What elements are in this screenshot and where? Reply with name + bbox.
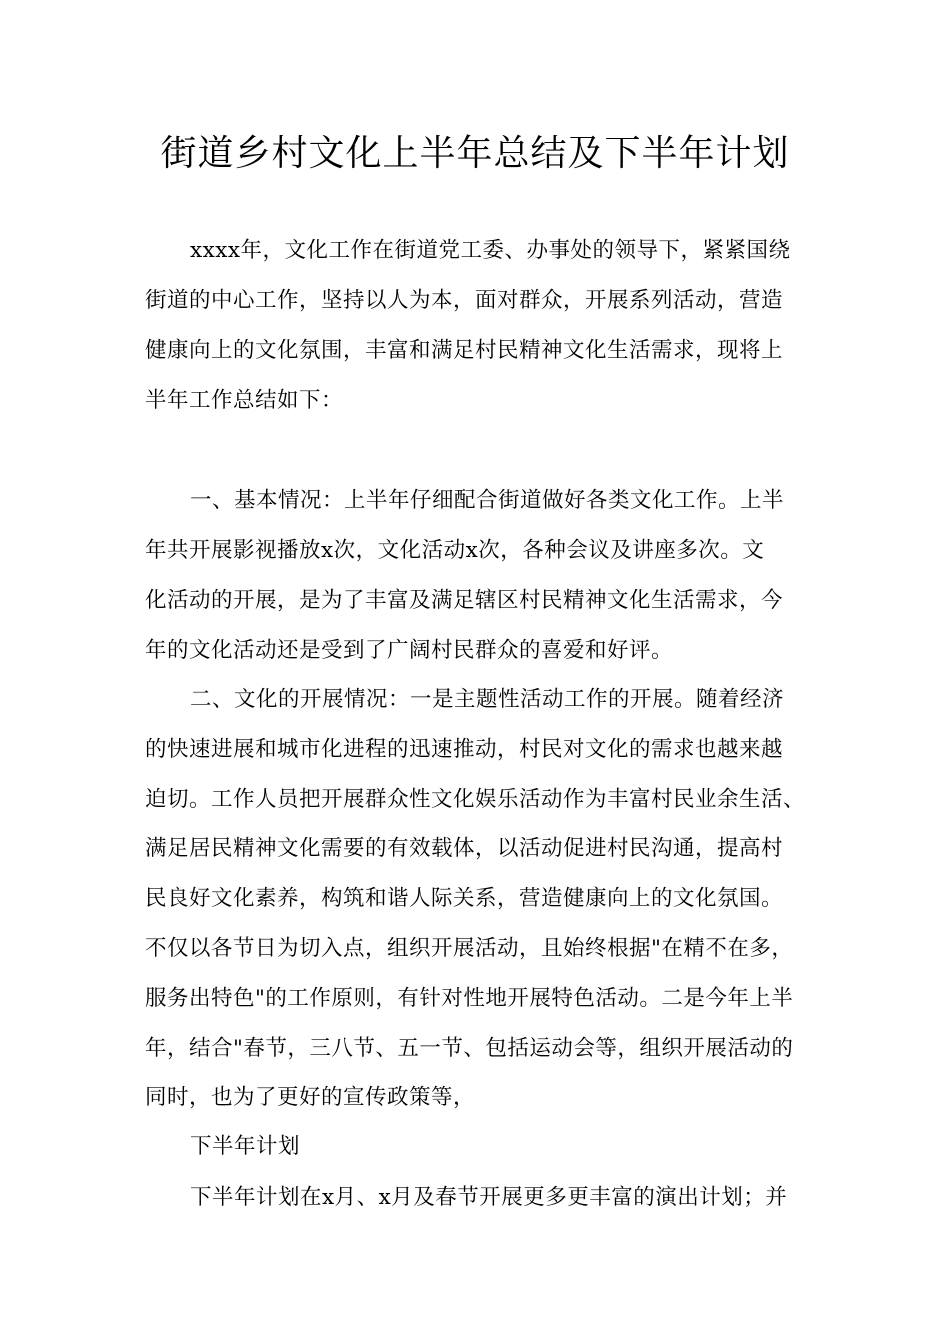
document-title: 街道乡村文化上半年总结及下半年计划 xyxy=(160,133,790,174)
paragraph-line: 满足居民精神文化需要的有效载体，以活动促进村民沟通，提高村 xyxy=(145,836,784,861)
paragraph-line: 健康向上的文化氛围，丰富和满足村民精神文化生活需求，现将上 xyxy=(145,338,784,363)
paragraph-line: 化活动的开展，是为了丰富及满足辖区村民精神文化生活需求，今 xyxy=(145,588,784,613)
paragraph-line: 半年工作总结如下： xyxy=(145,388,344,413)
paragraph-line: 同时，也为了更好的宣传政策等， xyxy=(145,1085,476,1110)
paragraph-line: 年，结合"春节，三八节、五一节、包括运动会等，组织开展活动的 xyxy=(145,1036,794,1061)
paragraph-line: 年共开展影视播放x次，文化活动x次，各种会议及讲座多次。文 xyxy=(145,538,765,563)
paragraph-line: 民良好文化素养，构筑和谐人际关系，营造健康向上的文化氛国。 xyxy=(145,886,784,911)
paragraph-line: 二、文化的开展情况：一是主题性活动工作的开展。随着经济 xyxy=(190,687,785,712)
paragraph-line: 迫切。工作人员把开展群众性文化娱乐活动作为丰富村民业余生活、 xyxy=(145,787,806,812)
paragraph-line: 下半年计划在x月、x月及春节开展更多更丰富的演出计划；并 xyxy=(190,1185,788,1210)
paragraph-line: 服务出特色"的工作原则，有针对性地开展特色活动。二是今年上半 xyxy=(145,986,794,1011)
paragraph-line: xxxx年，文化工作在街道党工委、办事处的领导下，紧紧国绕 xyxy=(190,238,791,263)
paragraph-line: 不仅以各节日为切入点，组织开展活动，且始终根据"在精不在多， xyxy=(145,936,794,961)
section-heading: 下半年计划 xyxy=(190,1134,301,1159)
paragraph-line: 一、基本情况：上半年仔细配合街道做好各类文化工作。上半 xyxy=(190,488,785,513)
paragraph-line: 年的文化活动还是受到了广阔村民群众的喜爱和好评。 xyxy=(145,638,674,663)
paragraph-line: 的快速进展和城市化进程的迅速推动，村民对文化的需求也越来越 xyxy=(145,737,784,762)
paragraph-line: 街道的中心工作，坚持以人为本，面对群众，开展系列活动，营造 xyxy=(145,288,784,313)
